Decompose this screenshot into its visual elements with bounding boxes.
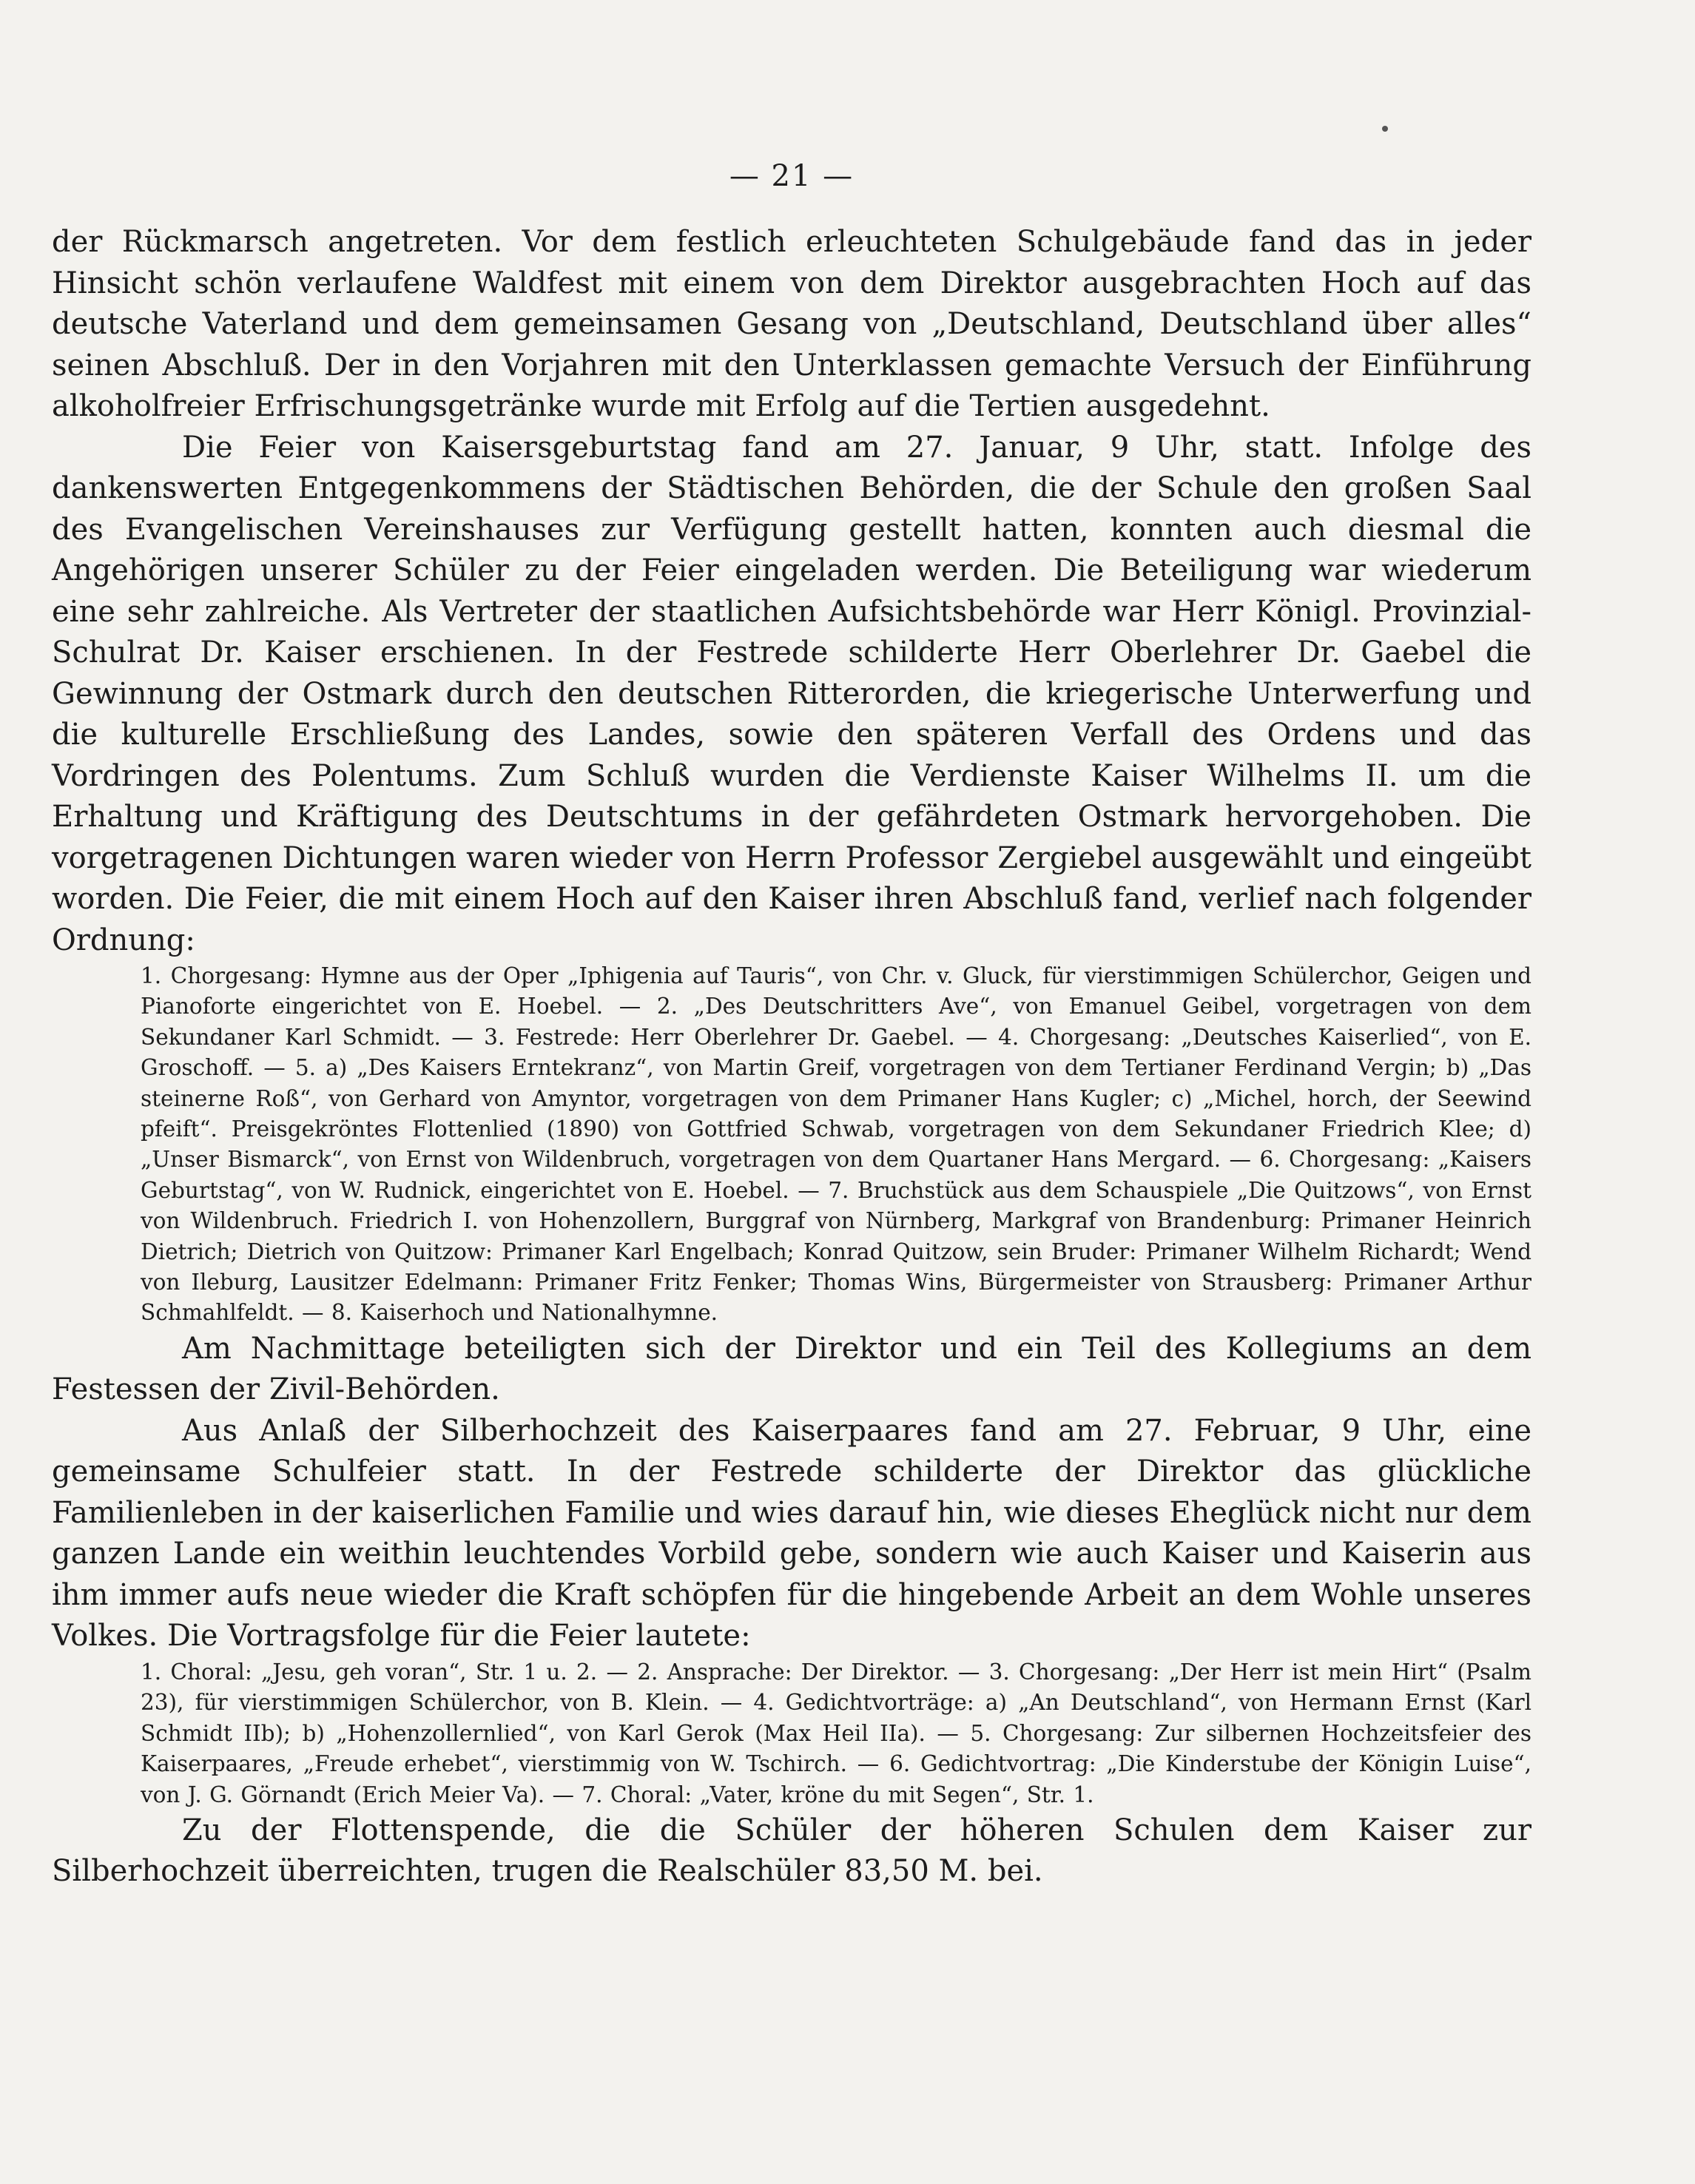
paragraph-festessen: Am Nachmittage beteiligten sich der Direktor und ein Teil des Kollegiums an dem Festessen der Zivil-Behörden. xyxy=(52,1331,1531,1407)
paragraph-kaisersgeburtstag: Die Feier von Kaisersgeburtstag fand am 27. Januar, 9 Uhr, statt. Infolge des dankenswerten Entgegenkommens der Städtischen Behörden, die der Schule den großen Saal des Evangelischen Vereinshauses zur Verfügung gestellt hatten, konnten auch diesmal die Angehörigen unserer Schüler zu der Feier eingeladen werden. Die Beteiligung war wiederum eine sehr zahlreiche. Als Vertreter der staatlichen Aufsichtsbehörde war Herr Königl. Provinzial-Schulrat Dr. Kaiser erschienen. In der Festrede schilderte Herr Oberlehrer Dr. Gaebel die Gewinnung der Ostmark durch den deutschen Ritterorden, die kriegerische Unterwerfung und die kulturelle Erschließung des Landes, sowie den späteren Verfall des Ordens und das Vordringen des Polentums. Zum Schluß wurden die Verdienste Kaiser Wilhelms II. um die Erhaltung und Kräftigung des Deutschtums in der gefährdeten Ostmark hervorgehoben. Die vorgetragenen Dichtungen waren wieder von Herrn Professor Zergiebel ausgewählt und eingeübt worden. Die Feier, die mit einem Hoch auf den Kaiser ihren Abschluß fand, verlief nach folgender Ordnung: xyxy=(52,430,1531,957)
paragraph-silberhochzeit: Aus Anlaß der Silberhochzeit des Kaiserpaares fand am 27. Februar, 9 Uhr, eine gemeinsame Schulfeier statt. In der Festrede schilderte der Direktor das glückliche Familienleben in der kaiserlichen Familie und wies darauf hin, wie dieses Eheglück nicht nur dem ganzen Lande ein weithin leuchtendes Vorbild gebe, sondern wie auch Kaiser und Kaiserin aus ihm immer aufs neue wieder die Kraft schöpfen für die hingebende Arbeit an dem Wohle unseres Volkes. Die Vortragsfolge für die Feier lautete: xyxy=(52,1413,1531,1654)
paragraph-waldfest-conclusion: der Rückmarsch angetreten. Vor dem festlich erleuchteten Schulgebäude fand das in jeder Hinsicht schön verlaufene Waldfest mit einem von dem Direktor ausgebrachten Hoch auf das deutsche Vaterland und dem gemeinsamen Gesang von „Deutschland, Deutschland über alles“ seinen Abschluß. Der in den Vorjahren mit den Unterklassen gemachte Versuch der Einführung alkoholfreier Erfrischungsgetränke wurde mit Erfolg auf die Tertien ausgedehnt. xyxy=(52,225,1531,423)
body-text xyxy=(52,222,1531,1893)
program-silberhochzeit: 1. Choral: „Jesu, geh voran“, Str. 1 u. 2. — 2. Ansprache: Der Direktor. — 3. Chorgesang: „Der Herr ist mein Hirt“ (Psalm 23), für vierstimmigen Schülerchor, von B. Klein. — 4. Gedichtvorträge: a) „An Deutschland“, von Hermann Ernst (Karl Schmidt IIb); b) „Hohenzollernlied“, von Karl Gerok (Max Heil IIa). — 5. Chorgesang: Zur silbernen Hochzeitsfeier des Kaiserpaares, „Freude erhebet“, vierstimmig von W. Tschirch. — 6. Gedichtvortrag: „Die Kinderstube der Königin Luise“, von J. G. Görnandt (Erich Meier Va). — 7. Choral: „Vater, kröne du mit Segen“, Str. 1. xyxy=(141,1659,1531,1807)
page-number: — 21 — xyxy=(729,159,855,193)
document-page xyxy=(52,0,1531,2184)
paragraph-flottenspende: Zu der Flottenspende, die die Schüler der höheren Schulen dem Kaiser zur Silberhochzeit überreichten, trugen die Realschüler 83,50 M. bei. xyxy=(52,1813,1531,1889)
program-kaisersgeburtstag: 1. Chorgesang: Hymne aus der Oper „Iphigenia auf Tauris“, von Chr. v. Gluck, für vierstimmigen Schülerchor, Geigen und Pianoforte eingerichtet von E. Hoebel. — 2. „Des Deutschritters Ave“, von Emanuel Geibel, vorgetragen von dem Sekundaner Karl Schmidt. — 3. Festrede: Herr Oberlehrer Dr. Gaebel. — 4. Chorgesang: „Deutsches Kaiserlied“, von E. Groschoff. — 5. a) „Des Kaisers Erntekranz“, von Martin Greif, vorgetragen von dem Tertianer Ferdinand Vergin; b) „Das steinerne Roß“, von Gerhard von Amyntor, vorgetragen von dem Primaner Hans Kugler; c) „Michel, horch, der Seewind pfeift“. Preisgekröntes Flottenlied (1890) von Gottfried Schwab, vorgetragen von dem Sekundaner Friedrich Klee; d) „Unser Bismarck“, von Ernst von Wildenbruch, vorgetragen von dem Quartaner Hans Mergard. — 6. Chorgesang: „Kaisers Geburtstag“, von W. Rudnick, eingerichtet von E. Hoebel. — 7. Bruchstück aus dem Schauspiele „Die Quitzows“, von Ernst von Wildenbruch. Friedrich I. von Hohenzollern, Burggraf von Nürnberg, Markgraf von Brandenburg: Primaner Heinrich Dietrich; Dietrich von Quitzow: Primaner Karl Engelbach; Konrad Quitzow, sein Bruder: Primaner Wilhelm Richardt; Wend von Ileburg, Lausitzer Edelmann: Primaner Fritz Fenker; Thomas Wins, Bürgermeister von Strausberg: Primaner Arthur Schmahlfeldt. — 8. Kaiserhoch und Nationalhymne. xyxy=(141,963,1531,1326)
